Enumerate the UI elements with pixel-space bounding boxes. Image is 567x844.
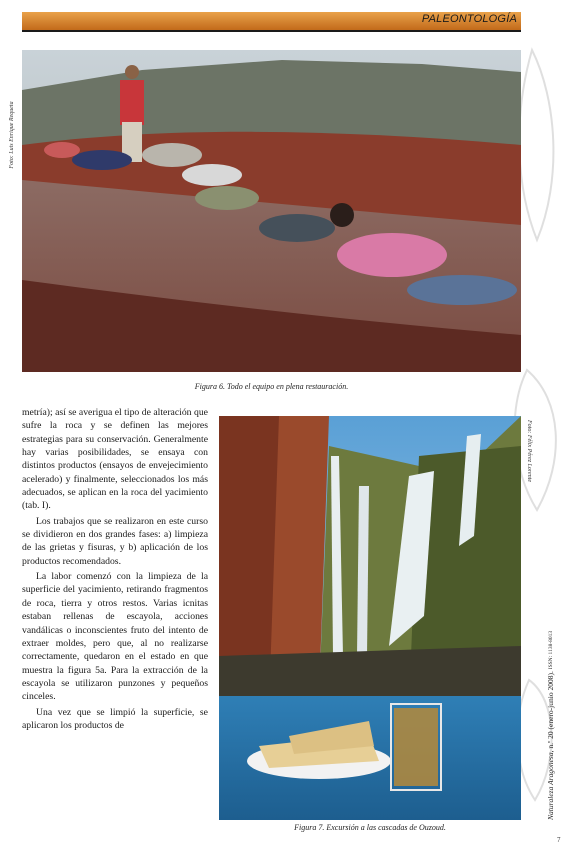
header-rule — [22, 30, 521, 32]
journal-issn: ISSN: 1138-8013 — [548, 630, 554, 670]
paragraph: Los trabajos que se realizaron en este curso se dividieron en dos grandes fases: a) limpieza de las grietas y fisuras, y b) aplicación de los productos recomendados. — [22, 515, 208, 567]
figure-6-photo — [22, 50, 521, 372]
paragraph: La labor comenzó con la limpieza de la superficie del yacimiento, retirando fragmentos de roca, tierra y otros restos. Varias icnitas estaban rellenas de escayola, acciones vandálicas o inconscientes fruto del intento de extraer moldes, pero que, al no realizarse correctamente, quedaron en el estado en que muestra la figura 5a. Para la extracción de la escayola se utilizaron punzones y pequeños cinceles. — [22, 571, 208, 703]
paragraph: Una vez que se limpió la superficie, se aplicaron los productos de — [22, 706, 208, 731]
journal-reference — [546, 530, 555, 820]
page-number: 7 — [557, 836, 561, 844]
body-text-column — [22, 406, 208, 732]
paragraph: metría); así se averigua el tipo de alteración que sufre la roca y se definen las mejores estrategias para su conservación. Generalmente hay varias posibilidades, se ensaya con distintos productos (ensayos de envejecimiento acelerado) y finalmente, seleccionados los más adecuados, se aplican en la roca del yacimiento (tab. I). — [22, 407, 208, 512]
figure-7-caption: Figura 7. Excursión a las cascadas de Ouzoud. — [294, 823, 446, 832]
figure-6-caption: Figura 6. Todo el equipo en plena restauración. — [194, 382, 349, 391]
journal-issue: , n.º 20 (enero-junio 2008). — [546, 671, 555, 753]
figure-7-photo — [219, 416, 521, 820]
figure-7-credit: Foto: Félix Pérez Lorente — [526, 420, 532, 483]
figure-6-credit: Foto: Luis Enrique Requeta — [9, 101, 15, 169]
section-title: PALEONTOLOGÍA — [421, 13, 517, 25]
journal-name: Naturaleza Aragonesa — [546, 752, 555, 820]
